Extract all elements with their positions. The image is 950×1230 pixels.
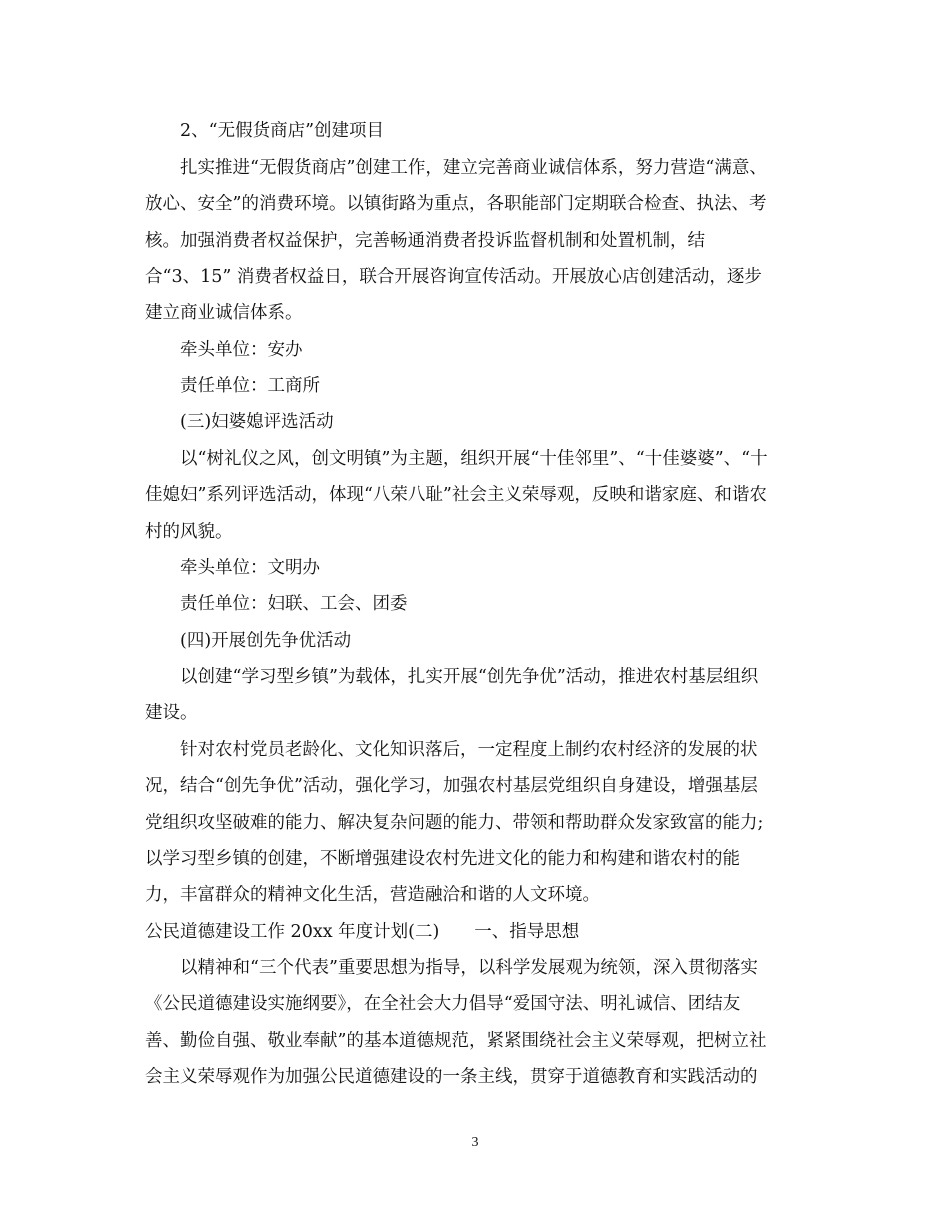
paragraph-line: 核。加强消费者权益保护，完善畅通消费者投诉监督机制和处置机制，结 — [145, 231, 705, 251]
paragraph-line: 力，丰富群众的精神文化生活，营造融洽和谐的人文环境。 — [145, 885, 600, 905]
paragraph-line: 以精神和“三个代表”重要思想为指导，以科学发展观为统领，深入贯彻落实 — [180, 958, 758, 978]
lead-unit-line: 牵头单位：文明办 — [180, 558, 320, 578]
page-number: 3 — [471, 1135, 479, 1150]
document-title-line: 公民道德建设工作 20xx 年度计划(二) 一、指导思想 — [145, 922, 580, 942]
paragraph-line: 村的风貌。 — [145, 522, 233, 542]
paragraph-line: 会主义荣辱观作为加强公民道德建设的一条主线，贯穿于道德教育和实践活动的 — [145, 1067, 758, 1087]
paragraph-line: 党组织攻坚破难的能力、解决复杂问题的能力、带领和帮助群众发家致富的能力; — [145, 813, 764, 833]
paragraph-line: 扎实推进“无假货商店”创建工作，建立完善商业诚信体系，努力营造“满意、 — [180, 158, 767, 178]
paragraph-line: 以“树礼仪之风，创文明镇”为主题，组织开展“十佳邻里”、“十佳婆婆”、“十 — [180, 449, 768, 469]
section-heading: 2、“无假货商店”创建项目 — [180, 121, 385, 141]
paragraph-line: 况，结合“创先争优”活动，强化学习，加强农村基层党组织自身建设，增强基层 — [145, 776, 758, 796]
section-heading: (四)开展创先争优活动 — [180, 631, 352, 651]
paragraph-line: 以创建“学习型乡镇”为载体，扎实开展“创先争优”活动，推进农村基层组织 — [180, 667, 759, 687]
paragraph-line: 《公民道德建设实施纲要》，在全社会大力倡导“爱国守法、明礼诚信、团结友 — [145, 994, 741, 1014]
paragraph-line: 建立商业诚信体系。 — [145, 303, 303, 323]
paragraph-line: 放心、安全”的消费环境。以镇街路为重点，各职能部门定期联合检查、执法、考 — [145, 194, 767, 214]
paragraph-line: 佳媳妇”系列评选活动，体现“八荣八耻”社会主义荣辱观，反映和谐家庭、和谐农 — [145, 485, 767, 505]
paragraph-line: 针对农村党员老龄化、文化知识落后，一定程度上制约农村经济的发展的状 — [180, 740, 758, 760]
lead-unit-line: 牵头单位：安办 — [180, 340, 303, 360]
responsible-unit-line: 责任单位：工商所 — [180, 376, 320, 396]
paragraph-line: 善、勤俭自强、敬业奉献”的基本道德规范，紧紧围绕社会主义荣辱观，把树立社 — [145, 1031, 767, 1051]
section-heading: (三)妇婆媳评选活动 — [180, 412, 334, 432]
responsible-unit-line: 责任单位：妇联、工会、团委 — [180, 594, 408, 614]
paragraph-line: 以学习型乡镇的创建，不断增强建设农村先进文化的能力和构建和谐农村的能 — [145, 849, 740, 869]
paragraph-line: 合“3、15” 消费者权益日，联合开展咨询宣传活动。开展放心店创建活动，逐步 — [145, 267, 762, 287]
paragraph-line: 建设。 — [145, 703, 198, 723]
